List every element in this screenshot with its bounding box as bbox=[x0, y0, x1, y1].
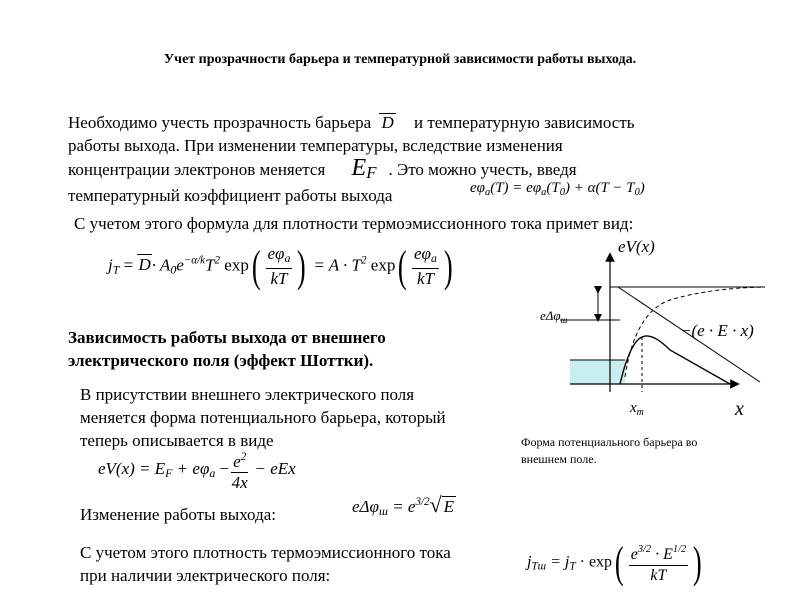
fermi-energy-symbol: $E_F$ bbox=[351, 155, 377, 182]
xm-label: $x_m$ bbox=[630, 400, 644, 418]
intro-line-3 bbox=[68, 157, 748, 184]
work-change-formula: $e\Delta\varphi_ш = e^{3/2}√$ E bbox=[352, 492, 455, 518]
intro-text: . Это можно учесть, введя bbox=[388, 160, 577, 179]
x-axis-label: x bbox=[735, 398, 744, 420]
potential-barrier-diagram bbox=[530, 232, 780, 432]
potential-barrier-formula: $eV(x) = E_F + e\varphi_a$ − $\frac{e^2}{4x}$ − eEx bbox=[98, 447, 296, 493]
schottky-current-formula: $j_{Tш} = j_T \cdot \exp$( $\frac{e^{3/2} \cdot E^{1/2}}{kT}$ ) bbox=[527, 538, 702, 587]
field-term-label: −(e · E · x) bbox=[680, 321, 754, 340]
intro-line-2: работы выхода. При изменении температуры, вследствие изменения bbox=[68, 136, 563, 155]
intro-text: и температурную зависимость bbox=[413, 113, 635, 132]
intro-line-4 bbox=[68, 184, 748, 207]
barrier-transparency-symbol: D bbox=[381, 113, 394, 132]
metal-fill bbox=[570, 360, 625, 384]
intro-text: концентрации электронов меняется bbox=[68, 160, 326, 179]
final-paragraph: С учетом этого плотность термоэмиссионного тока при наличии электрического поля: bbox=[80, 543, 451, 585]
intro-text: Необходимо учесть прозрачность барьера bbox=[68, 113, 372, 132]
thermoemission-current-formula: $j_T = D\cdot A_0e^{-\alpha/k}T^2$ exp( $\frac{e\varphi_a}{kT}$ ) = $A \cdot T^2$ exp( $\frac{e\varphi_a}{kT}$ ) bbox=[108, 241, 453, 291]
page-title: Учет прозрачности барьера и температурной зависимости работы выхода. bbox=[163, 52, 637, 67]
diagram-caption: Форма потенциального барьера во внешнем поле. bbox=[521, 435, 698, 466]
field-paragraph: В присутствии внешнего электрического поля меняется форма потенциального барьера, который теперь описывается в виде bbox=[80, 385, 446, 450]
temperature-work-function-formula: $e\varphi_a(T) = e\varphi_a(T_0) + \alpha(T - T_0)$ bbox=[470, 180, 645, 198]
intro-line-1 bbox=[68, 111, 748, 134]
intro-text: температурный коэффициент работы выхода bbox=[68, 186, 393, 205]
schottky-heading: Зависимость работы выхода от внешнего электрического поля (эффект Шоттки). bbox=[68, 328, 386, 370]
current-formula-intro: С учетом этого формула для плотности термоэмиссионного тока примет вид: bbox=[74, 214, 634, 233]
intro-paragraph bbox=[68, 111, 748, 207]
y-axis-label: eV(x) bbox=[618, 237, 655, 256]
resulting-barrier-curve bbox=[620, 336, 730, 384]
delta-phi-label: eΔφ$_ш$ bbox=[540, 308, 568, 325]
work-change-label: Изменение работы выхода: bbox=[80, 505, 276, 524]
